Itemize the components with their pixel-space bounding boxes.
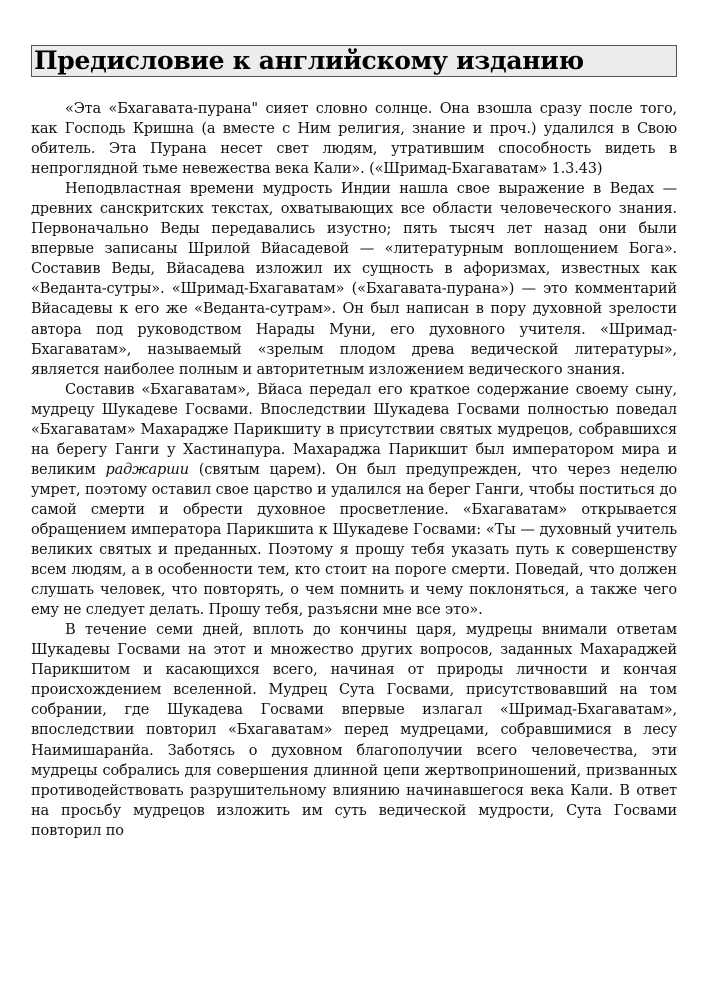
page-title: Предисловие к английскому изданию xyxy=(34,46,584,75)
paragraph-parikshit-part-2: (святым царем). Он был предупрежден, что через неделю умрет, поэтому оставил свое царство и удалился на берег Ганги, чтобы поститься до самой смерти и обрести духовное просветление. «Бхагаватам» открывается обращением императора Парикшита к Шукадеве Госвами: «Ты — духовный учитель великих святых и преданных. Поэтому я прошу тебя указать путь к совершенству всем людям, а в особенности тем, кто стоит на пороге смерти. Поведай, что должен слушать человек, что повторять, о чем помнить и чему поклоняться, а также чего ему не следует делать. Прошу тебя, разъясни мне все это». xyxy=(31,461,677,619)
title-box xyxy=(31,45,677,77)
paragraph-vedas: Неподвластная времени мудрость Индии нашла свое выражение в Ведах — древних санскритских текстах, охватывающих все области человеческого знания. Первоначально Веды передавались изустно; пять тысяч лет назад они были впервые записаны Шрилой Вйасадевой — «литературным воплощением Бога». Составив Веды, Вйасадева изложил их сущность в афоризмах, известных как «Веданта-сутры». «Шримад-Бхагаватам» («Бхагавата-пурана») — это комментарий Вйасадевы к его же «Веданта-сутрам». Он был написан в пору духовной зрелости автора под руководством Нарады Муни, его духовного учителя. «Шримад-Бхагаватам», называемый «зрелым плодом древа ведической литературы», является наиболее полным и авторитетным изложением ведического знания. xyxy=(31,181,677,378)
paragraph-parikshit xyxy=(31,380,677,621)
paragraph-parikshit-part-1: Составив «Бхагаватам», Вйаса передал его краткое содержание своему сыну, мудрецу Шукадеве Госвами. Впоследствии Шукадева Госвами полностью поведал «Бхагаватам» Махарадже Парикшиту в присутствии святых мудрецов, собравшихся на берегу Ганги у Хастинапура. Махараджа Парикшит был императором мира и великим xyxy=(31,381,677,478)
body-text xyxy=(31,99,677,841)
italic-term-rajarshi: раджарши xyxy=(105,461,189,478)
paragraph-epigraph: «Эта «Бхагавата-пурана" сияет словно солнце. Она взошла сразу после того, как Господь Кришна (а вместе с Ним религия, знание и проч.) удалился в Свою обитель. Эта Пурана несет свет людям, утратившим способность видеть в непроглядной тьме невежества века Кали». («Шримад-Бхагаватам» 1.3.43) xyxy=(31,101,677,178)
paragraph-suta-gosvami: В течение семи дней, вплоть до кончины царя, мудрецы внимали ответам Шукадевы Госвами на этот и множество других вопросов, заданных Махараджей Парикшитом и касающихся всего, начиная от природы личности и кончая происхождением вселенной. Мудрец Сута Госвами, присутствовавший на том собрании, где Шукадева Госвами впервые излагал «Шримад-Бхагаватам», впоследствии повторил «Бхагаватам» перед мудрецами, собравшимися в лесу Наимишаранйа. Заботясь о духовном благополучии всего человечества, эти мудрецы собрались для совершения длинной цепи жертвоприношений, призванных противодействовать разрушительному влиянию начинавшегося века Кали. В ответ на просьбу мудрецов изложить им суть ведической мудрости, Сута Госвами повторил по xyxy=(31,622,677,839)
